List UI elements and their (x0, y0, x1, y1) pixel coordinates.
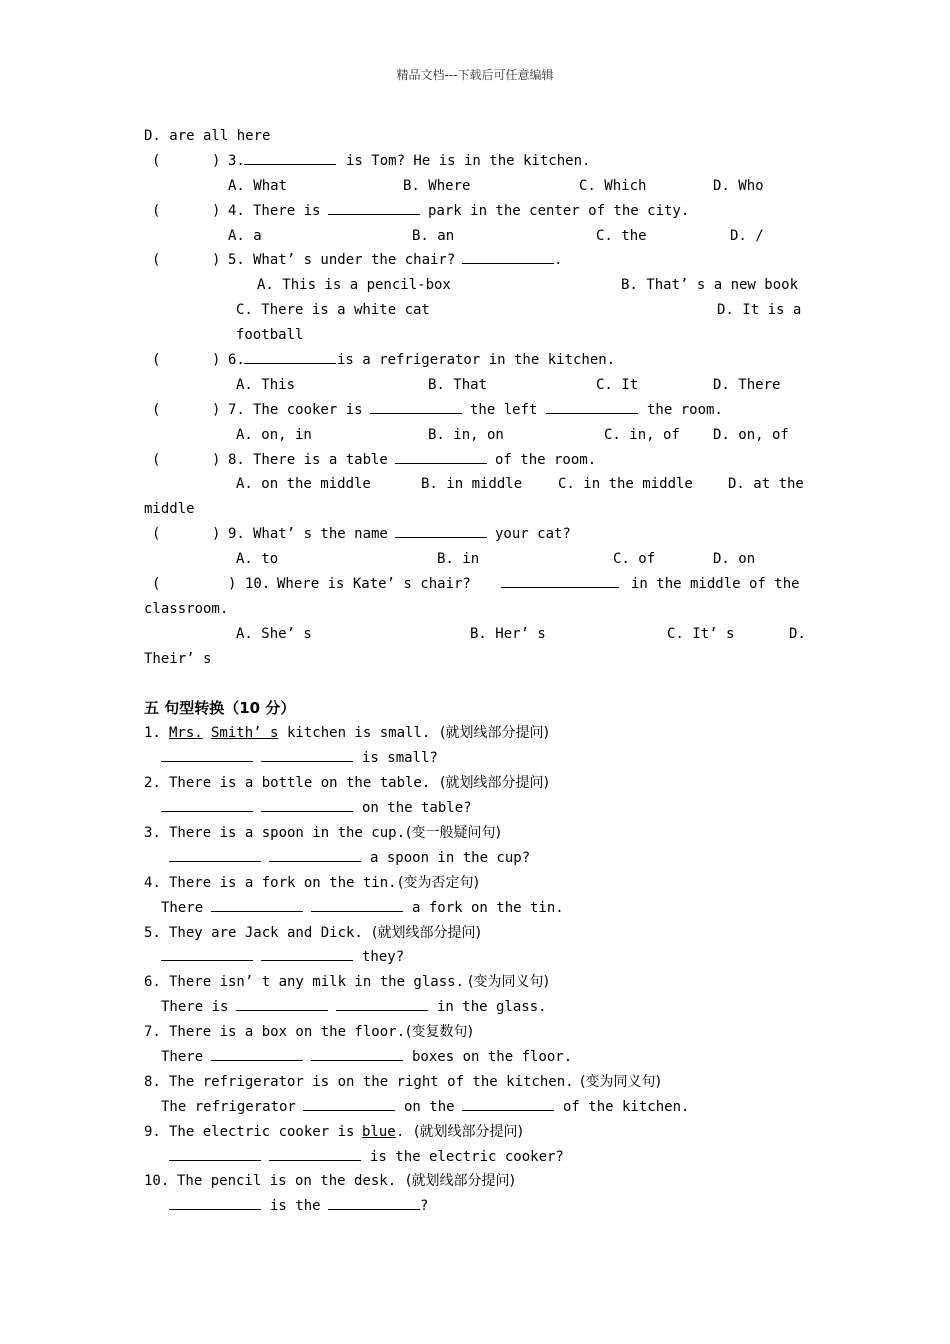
option-c[interactable]: C. in the middle (558, 476, 693, 493)
answer-blank[interactable] (261, 796, 353, 821)
instruction: (就划线部分提问) (440, 725, 549, 742)
transform-1: 1. Mrs. Smith’ s kitchen is small. (就划线部分提问) (144, 721, 808, 746)
question-8: ( ) 8. There is a table of the room. (144, 448, 808, 473)
instruction: (就划线部分提问) (372, 924, 481, 941)
option-b[interactable]: B. in middle (421, 476, 523, 493)
question-number: 8. (228, 451, 245, 468)
instruction: (变为同义句) (468, 974, 549, 991)
answer-blank[interactable] (161, 746, 253, 771)
transform-7: 7. There is a box on the floor. (变复数句) (144, 1020, 808, 1045)
answer-blank[interactable] (261, 945, 353, 970)
question-number: 7. (228, 401, 245, 418)
option-b[interactable]: B. That’ s a new book (621, 277, 799, 294)
answer-blank[interactable] (546, 398, 638, 423)
answer-blank[interactable] (261, 746, 353, 771)
question-number: 10. (245, 576, 271, 593)
question-text: There is (253, 202, 321, 219)
option-b[interactable]: B. in, on (428, 426, 504, 443)
question-text: What’ s the name (253, 526, 388, 543)
question-text: is a refrigerator in the kitchen. (337, 352, 616, 369)
transform-6-answer: There is in the glass. (144, 995, 808, 1020)
transform-1-answer: is small? (144, 746, 808, 771)
option-c[interactable]: C. It’ s (667, 625, 735, 642)
option-a[interactable]: A. She’ s (236, 625, 312, 642)
transform-3-answer: a spoon in the cup? (144, 846, 808, 871)
section-5-title-row (144, 696, 808, 721)
answer-blank[interactable] (328, 1194, 420, 1219)
answer-blank[interactable] (161, 796, 253, 821)
answer-blank[interactable] (395, 522, 487, 547)
question-text: The cooker is (253, 401, 363, 418)
question-5: ( ) 5. What’ s under the chair? . (144, 248, 808, 273)
options-10 (144, 622, 808, 647)
option-c[interactable]: C. There is a white cat (236, 302, 430, 319)
underlined-word: Smith’ s (211, 725, 279, 742)
option-d: D. are all here (144, 128, 271, 144)
options-9 (144, 547, 808, 572)
prev-option-row (144, 124, 808, 149)
answer-blank[interactable] (161, 945, 253, 970)
transform-5-answer: they? (144, 945, 808, 970)
options-5a (144, 273, 808, 298)
transform-8: 8. The refrigerator is on the right of the kitchen. (变为同义句) (144, 1070, 808, 1095)
option-b[interactable]: B. in (437, 551, 480, 568)
options-4 (144, 224, 808, 249)
option-c[interactable]: C. the (596, 227, 647, 244)
answer-blank[interactable] (244, 348, 336, 373)
option-b[interactable]: B. Her’ s (470, 625, 546, 642)
transform-7-answer: There boxes on the floor. (144, 1045, 808, 1070)
options-10b (144, 647, 808, 672)
question-number: 9. (228, 526, 245, 543)
option-a[interactable]: A. a (228, 227, 262, 244)
underlined-word: blue (362, 1123, 396, 1140)
options-5b (144, 298, 808, 323)
question-10b (144, 597, 808, 622)
question-text: in the middle of the (631, 576, 800, 593)
option-d[interactable]: D. There (713, 376, 781, 393)
transform-2: 2. There is a bottle on the table. (就划线部分提问) (144, 771, 808, 796)
option-d[interactable]: D. on, of (713, 426, 789, 443)
question-text: park in the center of the city. (428, 202, 690, 219)
question-9: ( ) 9. What’ s the name your cat? (144, 522, 808, 547)
answer-blank[interactable] (395, 448, 487, 473)
option-a[interactable]: A. on the middle (236, 476, 371, 493)
question-number: 3. (228, 152, 245, 169)
answer-blank[interactable] (462, 248, 554, 273)
question-text: . (554, 252, 563, 269)
question-text: What’ s under the chair? (253, 252, 456, 269)
answer-blank[interactable] (236, 995, 328, 1020)
option-d-continued: Their’ s (144, 650, 212, 667)
transform-9: 9. The electric cooker is blue . (就划线部分提问) (144, 1120, 808, 1145)
question-text: the room. (647, 401, 723, 418)
question-text: Where is Kate’ s chair? (277, 576, 471, 593)
answer-blank[interactable] (501, 572, 619, 597)
question-4: ( ) 4. There is park in the center of the city. (144, 199, 808, 224)
option-a[interactable]: A. What (228, 177, 288, 194)
option-d[interactable]: D. at the (728, 476, 804, 493)
question-text: of the room. (495, 451, 597, 468)
transform-9-answer: is the electric cooker? (144, 1145, 808, 1170)
transform-3: 3. There is a spoon in the cup. (变一般疑问句) (144, 821, 808, 846)
question-10: ( ) 10. Where is Kate’ s chair? in the middle of the (144, 572, 808, 597)
answer-blank[interactable] (311, 896, 403, 921)
option-a[interactable]: A. on, in (236, 426, 312, 443)
transform-10: 10. The pencil is on the desk. (就划线部分提问) (144, 1169, 808, 1194)
options-7 (144, 423, 808, 448)
instruction: (变一般疑问句) (406, 824, 501, 841)
question-text: There is a table (253, 451, 388, 468)
question-text: your cat? (495, 526, 571, 543)
answer-blank[interactable] (370, 398, 462, 423)
question-text: the left (470, 401, 538, 418)
instruction: (就划线部分提问) (414, 1123, 523, 1140)
question-number: 4. (228, 202, 245, 219)
options-6 (144, 373, 808, 398)
question-text: classroom. (144, 600, 229, 617)
transform-8-answer: The refrigerator on the of the kitchen. (144, 1095, 808, 1120)
answer-blank[interactable] (169, 846, 261, 871)
answer-blank[interactable] (462, 1095, 554, 1120)
answer-blank[interactable] (303, 1095, 395, 1120)
page-header: 精品文档---下载后可任意编辑 (396, 68, 554, 82)
question-number: 6. (228, 352, 245, 369)
question-3: ( ) 3. is Tom? He is in the kitchen. (144, 149, 808, 174)
option-d-continued: middle (144, 501, 195, 518)
answer-blank[interactable] (269, 1145, 361, 1170)
option-a[interactable]: A. This is a pencil-box (257, 277, 451, 294)
question-number: 5. (228, 252, 245, 269)
options-3 (144, 174, 808, 199)
option-d[interactable]: D. (789, 625, 806, 642)
option-c[interactable]: C. It (596, 376, 639, 393)
transform-2-answer: on the table? (144, 796, 808, 821)
option-a[interactable]: A. to (236, 551, 279, 568)
options-8 (144, 472, 808, 497)
instruction: (变为否定句) (398, 874, 479, 891)
exam-content (144, 124, 808, 1219)
options-5c (144, 323, 808, 348)
transform-4: 4. There is a fork on the tin. (变为否定句) (144, 871, 808, 896)
option-a[interactable]: A. This (236, 376, 296, 393)
option-b[interactable]: B. That (428, 376, 488, 393)
option-b[interactable]: B. Where (403, 177, 471, 194)
option-c[interactable]: C. of (613, 551, 656, 568)
transform-4-answer: There a fork on the tin. (144, 896, 808, 921)
underlined-word: Mrs. (169, 725, 203, 742)
answer-blank[interactable] (336, 995, 428, 1020)
option-d-continued: football (236, 327, 304, 344)
question-7: ( ) 7. The cooker is the left the room. (144, 398, 808, 423)
instruction: (变为同义句) (580, 1073, 661, 1090)
answer-blank[interactable] (169, 1145, 261, 1170)
transform-10-answer: is the ? (144, 1194, 808, 1219)
options-8b (144, 497, 808, 522)
option-d[interactable]: D. on (713, 551, 756, 568)
option-b[interactable]: B. an (412, 227, 455, 244)
transform-5: 5. They are Jack and Dick. (就划线部分提问) (144, 921, 808, 946)
option-d[interactable]: D. It is a (717, 302, 802, 319)
instruction: (变复数句) (406, 1024, 473, 1041)
section-title: 五 句型转换（10 分） (144, 699, 296, 718)
instruction: (就划线部分提问) (406, 1173, 515, 1190)
answer-blank[interactable] (211, 896, 303, 921)
answer-blank[interactable] (211, 1045, 303, 1070)
question-6: ( ) 6. is a refrigerator in the kitchen. (144, 348, 808, 373)
question-text: is Tom? He is in the kitchen. (346, 152, 591, 169)
option-d[interactable]: D. Who (713, 177, 764, 194)
transform-6: 6. There isn’ t any milk in the glass. (变为同义句) (144, 970, 808, 995)
answer-blank[interactable] (244, 149, 336, 174)
answer-blank[interactable] (169, 1194, 261, 1219)
answer-blank[interactable] (328, 199, 420, 224)
answer-blank[interactable] (311, 1045, 403, 1070)
instruction: (就划线部分提问) (440, 775, 549, 792)
option-c[interactable]: C. Which (579, 177, 647, 194)
option-d[interactable]: D. / (730, 227, 764, 244)
answer-blank[interactable] (269, 846, 361, 871)
option-c[interactable]: C. in, of (604, 426, 680, 443)
